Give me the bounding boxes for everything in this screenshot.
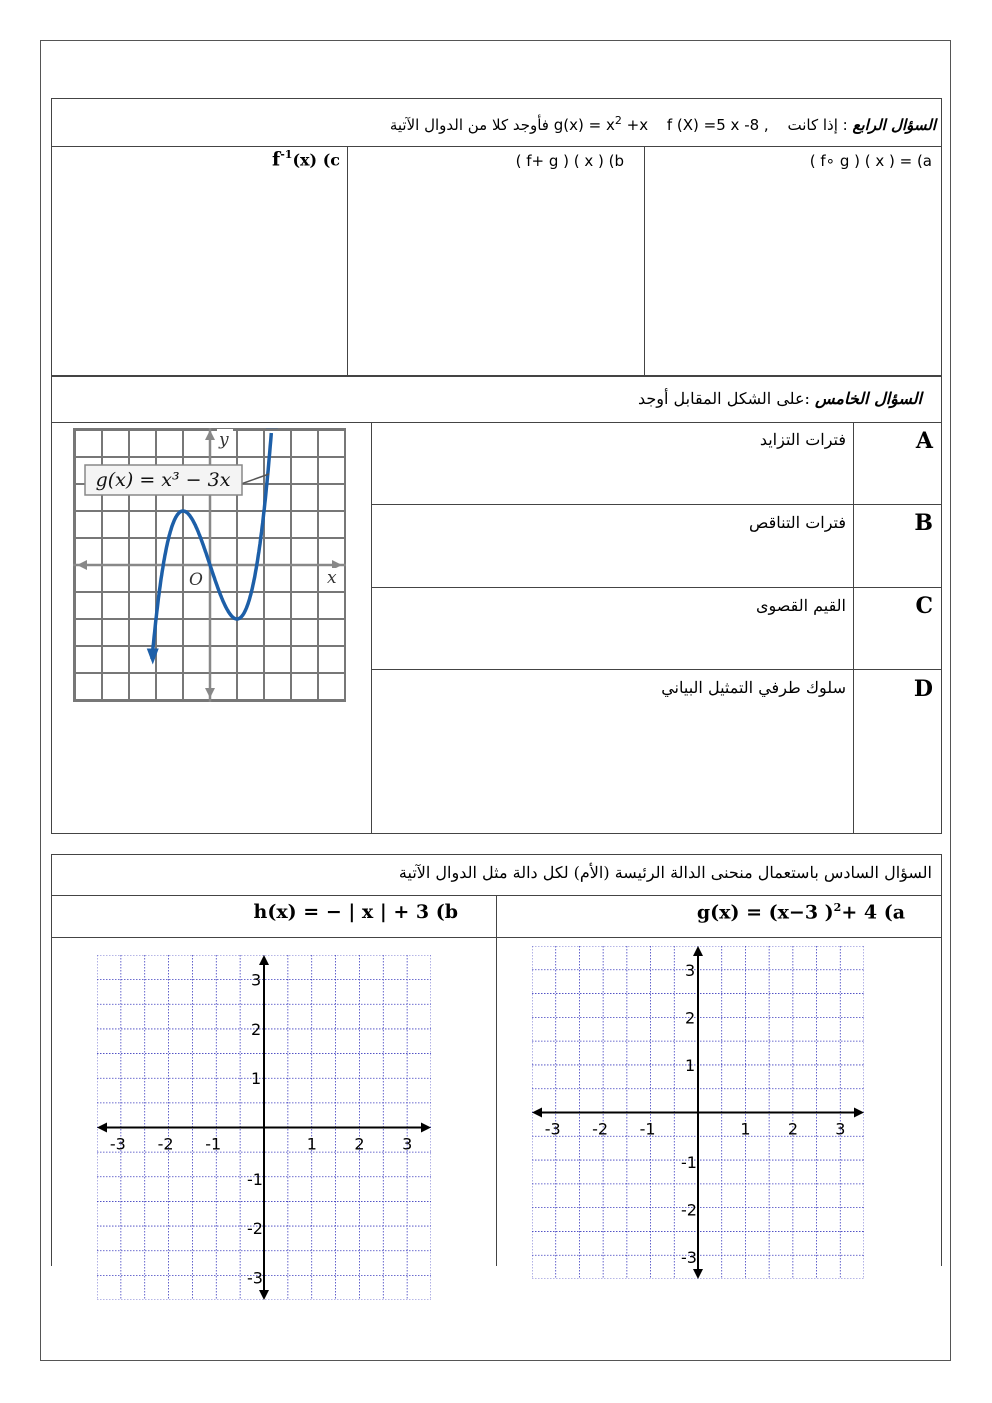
q4-title: السؤال الرابع <box>852 116 936 134</box>
q4-col-divider-1 <box>347 146 348 376</box>
q6-part-a: g(x) = (x−3 )$^2$+ 4 (a <box>696 901 905 924</box>
y-tick-label: 3 <box>685 960 696 980</box>
q6-col-divider <box>496 895 497 1266</box>
x-tick-label: 2 <box>354 1134 365 1154</box>
q4-instruction: فأوجد كلا من الدوال الآتية <box>389 116 549 134</box>
x-axis-left-arrow <box>532 1108 542 1118</box>
y-tick-label: -2 <box>681 1200 697 1220</box>
y-axis-bottom-arrow <box>693 1269 703 1279</box>
y-tick-label: 3 <box>251 970 262 990</box>
coordinate-grid-a <box>532 946 864 1279</box>
y-tick-label: 1 <box>685 1055 696 1075</box>
q4-divider <box>51 146 942 147</box>
x-tick-label: 3 <box>402 1134 413 1154</box>
q4-part-c: $f^{-1}(x)$ (c <box>272 148 340 171</box>
x-tick-label: -3 <box>544 1119 561 1139</box>
q4-part-a: ( f∘ g ) ( x ) = (a <box>809 152 932 170</box>
cubic-function-graph <box>73 428 346 702</box>
q5-row-letter-c: C <box>915 593 933 619</box>
x-tick-label: 1 <box>740 1119 751 1139</box>
q6-part-b: h(x) = − | x | + 3 (b <box>253 901 458 923</box>
function-label: g(x) = x³ − 3x <box>95 469 231 491</box>
x-tick-label: 3 <box>835 1119 846 1139</box>
x-axis-label: x <box>327 568 337 588</box>
x-axis-left-arrow <box>97 1123 107 1133</box>
q5-col-divider-graph <box>371 422 372 834</box>
y-tick-label: -2 <box>247 1219 263 1239</box>
q5-row-divider-1 <box>371 504 942 505</box>
q5-divider <box>51 422 942 423</box>
x-tick-label: -2 <box>157 1134 174 1154</box>
y-tick-label: -3 <box>681 1248 697 1268</box>
q4-intro: : إذا كانت <box>787 116 848 134</box>
q5-row-letter-b: B <box>914 510 933 536</box>
q5-row-divider-2 <box>371 587 942 588</box>
q5-col-divider-letter <box>853 422 854 834</box>
y-tick-label: -1 <box>681 1153 697 1173</box>
x-tick-label: -3 <box>109 1134 126 1154</box>
q4-col-divider-2 <box>644 146 645 376</box>
q4-part-b: ( f+ g ) ( x ) (b <box>515 152 624 170</box>
x-axis-right-arrow <box>421 1123 431 1133</box>
q5-row-divider-3 <box>371 669 942 670</box>
q6-title: السؤال السادس باستعمال منحنى الدالة الرئيسة (الأم) لكل دالة مثل الدوال الآتية <box>398 863 932 882</box>
y-tick-label: -1 <box>247 1169 263 1189</box>
coordinate-grid-b <box>97 955 431 1300</box>
grid-a-axes <box>532 946 864 1279</box>
grid-b-axes <box>97 955 431 1300</box>
x-tick-label: -1 <box>639 1119 656 1139</box>
origin-label: O <box>189 570 203 590</box>
q4-header <box>390 114 936 134</box>
y-axis-bottom-arrow <box>259 1290 269 1300</box>
q5-row-letter-a: A <box>915 428 933 454</box>
q4-table <box>51 98 942 376</box>
q5-row-text-b: فترات التناقص <box>749 513 846 532</box>
q5-row-letter-d: D <box>913 676 933 702</box>
x-tick-label: -2 <box>592 1119 609 1139</box>
x-tick-label: 1 <box>306 1134 317 1154</box>
y-axis-label: y <box>219 430 229 450</box>
q4-g-definition: $g(x) = x^2 +x$ <box>553 114 649 134</box>
q5-title: السؤال الخامس <box>815 389 922 408</box>
q5-header <box>638 389 922 408</box>
q5-row-text-a: فترات التزايد <box>759 430 846 449</box>
q4-f-definition: f (X) =5 x -8 , <box>666 116 769 134</box>
x-axis-right-arrow <box>854 1108 864 1118</box>
y-tick-label: -3 <box>247 1268 263 1288</box>
q5-row-text-d: سلوك طرفي التمثيل البياني <box>661 678 846 697</box>
q5-row-text-c: القيم القصوى <box>755 596 846 615</box>
x-tick-label: -1 <box>205 1134 222 1154</box>
y-tick-label: 2 <box>685 1008 696 1028</box>
y-tick-label: 2 <box>251 1019 262 1039</box>
q5-instruction: :على الشكل المقابل أوجد <box>637 389 810 408</box>
y-tick-label: 1 <box>251 1069 262 1089</box>
y-axis-top-arrow <box>259 955 269 965</box>
x-tick-label: 2 <box>787 1119 799 1139</box>
y-axis-top-arrow <box>693 946 703 956</box>
